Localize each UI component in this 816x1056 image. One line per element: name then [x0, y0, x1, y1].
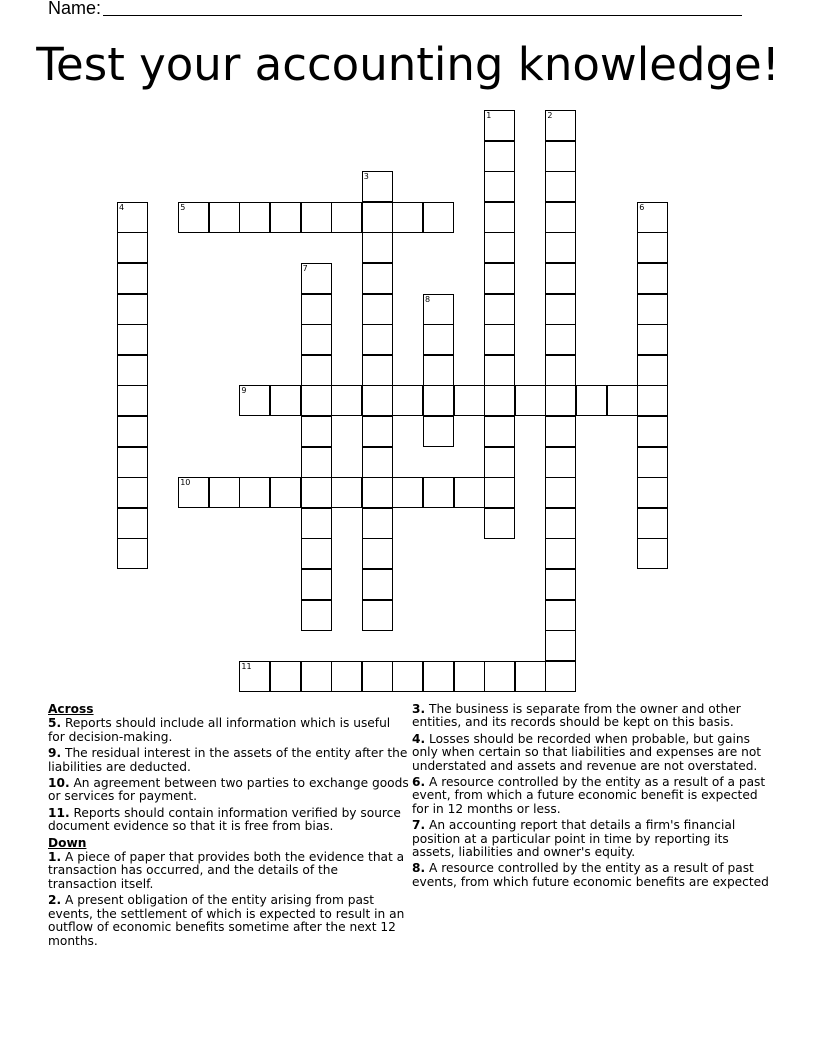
grid-cell[interactable] [117, 294, 148, 325]
grid-cell[interactable] [423, 202, 454, 233]
grid-cell[interactable] [637, 202, 668, 233]
grid-cell[interactable] [301, 355, 332, 386]
clue-item-text: Losses should be recorded when probable, but gains only when certain so that liabilities and expenses are not understated and assets and revenue are not overstated. [412, 731, 762, 773]
clue-item-number: 2. [48, 893, 62, 908]
grid-cell[interactable] [117, 355, 148, 386]
grid-cell[interactable] [117, 232, 148, 263]
grid-cell[interactable] [545, 661, 576, 692]
clue-item-number: 3. [412, 702, 426, 716]
grid-cell[interactable] [301, 538, 332, 569]
clue-item-number: 7. [412, 818, 426, 833]
clue-section-heading: Down [48, 835, 87, 850]
clue-item-text: An accounting report that details a firm's financial position at a particular point in time by reporting its assets, liabilities and owner's equity. [412, 818, 736, 860]
clue-item-number: 9. [48, 746, 62, 761]
clue-number: 11 [241, 661, 252, 671]
grid-cell[interactable] [637, 263, 668, 294]
grid-cell[interactable] [301, 508, 332, 539]
grid-cell[interactable] [331, 661, 362, 692]
grid-cell[interactable] [423, 661, 454, 692]
clue-item-text: A resource controlled by the entity as a result of a past event, from which a future economic benefit is expected for in 12 months or less. [412, 775, 766, 816]
grid-cell[interactable] [637, 447, 668, 478]
clue-item-text: The residual interest in the assets of the entity after the liabilities are deducted. [48, 746, 408, 774]
grid-cell[interactable] [423, 477, 454, 508]
grid-cell[interactable] [484, 232, 515, 263]
grid-cell[interactable] [637, 294, 668, 325]
grid-cell[interactable] [178, 477, 209, 508]
clue-item-text: A resource controlled by the entity as a result of past events, from which future economic benefits are expected [412, 861, 769, 889]
grid-cell[interactable] [362, 171, 393, 202]
grid-cell[interactable] [270, 477, 301, 508]
grid-cell[interactable] [423, 324, 454, 355]
grid-cell[interactable] [362, 569, 393, 600]
grid-cell[interactable] [545, 171, 576, 202]
grid-cell[interactable] [545, 447, 576, 478]
grid-cell[interactable] [239, 661, 270, 692]
grid-cell[interactable] [545, 110, 576, 141]
clue-item-number: 10. [48, 776, 70, 791]
grid-cell[interactable] [331, 385, 362, 416]
page-title: Test your accounting knowledge! [36, 38, 780, 91]
clue-item [412, 819, 774, 859]
grid-cell[interactable] [117, 385, 148, 416]
grid-cell[interactable] [178, 202, 209, 233]
grid-cell[interactable] [362, 294, 393, 325]
grid-cell[interactable] [545, 141, 576, 172]
grid-cell[interactable] [239, 202, 270, 233]
grid-cell[interactable] [301, 569, 332, 600]
grid-cell[interactable] [301, 294, 332, 325]
grid-cell[interactable] [301, 600, 332, 631]
grid-cell[interactable] [423, 416, 454, 447]
grid-cell[interactable] [454, 385, 485, 416]
grid-cell[interactable] [362, 385, 393, 416]
clue-item [48, 894, 410, 948]
grid-cell[interactable] [362, 447, 393, 478]
grid-cell[interactable] [637, 385, 668, 416]
clue-item [48, 717, 410, 744]
clue-item [412, 862, 774, 889]
clue-item-text: A present obligation of the entity arising from past events, the settlement of which is expected to result in an outflow of economic benefits sometime after the next 12 months. [48, 893, 405, 948]
grid-cell[interactable] [545, 263, 576, 294]
grid-cell[interactable] [301, 661, 332, 692]
grid-cell[interactable] [270, 661, 301, 692]
grid-cell[interactable] [362, 202, 393, 233]
clue-item-text: The business is separate from the owner and other entities, and its records should be kept on this basis. [412, 702, 741, 730]
grid-cell[interactable] [545, 416, 576, 447]
grid-cell[interactable] [484, 508, 515, 539]
grid-cell[interactable] [576, 385, 607, 416]
grid-cell[interactable] [637, 355, 668, 386]
grid-cell[interactable] [301, 477, 332, 508]
clue-item-text: An agreement between two parties to exchange goods or services for payment. [48, 776, 409, 804]
grid-cell[interactable] [484, 294, 515, 325]
grid-cell[interactable] [301, 385, 332, 416]
clue-number: 7 [302, 264, 308, 273]
grid-cell[interactable] [117, 477, 148, 508]
clue-item [412, 733, 774, 773]
clue-number: 3 [363, 172, 369, 182]
grid-cell[interactable] [301, 202, 332, 233]
name-label: Name: [48, 0, 102, 18]
grid-cell[interactable] [423, 355, 454, 386]
clue-item [48, 747, 410, 774]
grid-cell[interactable] [209, 202, 240, 233]
clue-item [412, 776, 774, 816]
grid-cell[interactable] [362, 477, 393, 508]
clue-item-text: A piece of paper that provides both the evidence that a transaction has occurred, and the details of the transaction itself. [48, 850, 405, 891]
grid-cell[interactable] [239, 385, 270, 416]
grid-cell[interactable] [239, 477, 270, 508]
grid-cell[interactable] [331, 202, 362, 233]
grid-cell[interactable] [392, 202, 423, 233]
grid-cell[interactable] [331, 477, 362, 508]
grid-cell[interactable] [545, 294, 576, 325]
grid-cell[interactable] [545, 385, 576, 416]
grid-cell[interactable] [545, 202, 576, 233]
grid-cell[interactable] [270, 202, 301, 233]
grid-cell[interactable] [362, 600, 393, 631]
grid-cell[interactable] [117, 508, 148, 539]
grid-cell[interactable] [362, 324, 393, 355]
clue-item [48, 851, 410, 891]
clue-item-text: Reports should include all information which is useful for decision-making. [48, 716, 391, 744]
grid-cell[interactable] [484, 661, 515, 692]
grid-cell[interactable] [515, 661, 546, 692]
grid-cell[interactable] [484, 141, 515, 172]
grid-cell[interactable] [484, 477, 515, 508]
grid-cell[interactable] [545, 477, 576, 508]
clue-item [48, 807, 410, 834]
grid-cell[interactable] [301, 447, 332, 478]
clue-number: 10 [180, 478, 191, 488]
grid-cell[interactable] [484, 416, 515, 447]
grid-cell[interactable] [545, 355, 576, 386]
grid-cell[interactable] [454, 477, 485, 508]
grid-cell[interactable] [637, 508, 668, 539]
grid-cell[interactable] [117, 263, 148, 294]
grid-cell[interactable] [423, 294, 454, 325]
grid-cell[interactable] [545, 630, 576, 661]
clue-item-number: 4. [412, 731, 426, 746]
grid-cell[interactable] [484, 385, 515, 416]
grid-cell[interactable] [362, 508, 393, 539]
grid-cell[interactable] [301, 324, 332, 355]
grid-cell[interactable] [117, 538, 148, 569]
grid-cell[interactable] [637, 538, 668, 569]
clue-item-text: Reports should contain information verified by source document evidence so that it is free from bias. [48, 805, 401, 834]
grid-cell[interactable] [545, 232, 576, 263]
grid-cell[interactable] [484, 110, 515, 141]
grid-cell[interactable] [117, 324, 148, 355]
grid-cell[interactable] [392, 477, 423, 508]
grid-cell[interactable] [209, 477, 240, 508]
grid-cell[interactable] [362, 263, 393, 294]
grid-cell[interactable] [545, 538, 576, 569]
grid-cell[interactable] [637, 416, 668, 447]
grid-cell[interactable] [545, 569, 576, 600]
grid-cell[interactable] [301, 416, 332, 447]
clue-number: 4 [119, 202, 125, 212]
grid-cell[interactable] [270, 385, 301, 416]
grid-cell[interactable] [484, 263, 515, 294]
grid-cell[interactable] [301, 263, 332, 294]
clue-number: 9 [241, 386, 247, 396]
clues-column-right [412, 703, 774, 892]
clue-item-number: 8. [412, 861, 426, 876]
clue-item-number: 1. [48, 850, 62, 865]
grid-cell[interactable] [484, 355, 515, 386]
grid-cell[interactable] [637, 232, 668, 263]
clue-item [48, 777, 410, 804]
clue-number: 6 [639, 202, 645, 212]
clue-number: 2 [547, 111, 553, 120]
grid-cell[interactable] [637, 477, 668, 508]
grid-cell[interactable] [454, 661, 485, 692]
grid-cell[interactable] [484, 171, 515, 202]
clue-item [412, 703, 774, 730]
clue-number: 5 [180, 202, 186, 212]
grid-cell[interactable] [423, 385, 454, 416]
grid-cell[interactable] [484, 202, 515, 233]
grid-cell[interactable] [545, 324, 576, 355]
grid-cell[interactable] [545, 600, 576, 631]
grid-cell[interactable] [117, 416, 148, 447]
clue-number: 8 [425, 294, 431, 304]
clue-number: 1 [486, 111, 492, 120]
grid-cell[interactable] [637, 324, 668, 355]
grid-cell[interactable] [392, 661, 423, 692]
grid-cell[interactable] [362, 355, 393, 386]
clue-item-number: 6. [412, 775, 426, 790]
grid-cell[interactable] [607, 385, 638, 416]
grid-cell[interactable] [392, 385, 423, 416]
grid-cell[interactable] [484, 447, 515, 478]
clue-item-number: 11. [48, 805, 70, 820]
grid-cell[interactable] [515, 385, 546, 416]
grid-cell[interactable] [545, 508, 576, 539]
grid-cell[interactable] [362, 661, 393, 692]
clues-column-left [48, 703, 410, 951]
grid-cell[interactable] [362, 232, 393, 263]
grid-cell[interactable] [117, 447, 148, 478]
grid-cell[interactable] [117, 202, 148, 233]
grid-cell[interactable] [362, 538, 393, 569]
grid-cell[interactable] [484, 324, 515, 355]
clue-section-heading: Across [48, 702, 94, 716]
grid-cell[interactable] [362, 416, 393, 447]
clue-item-number: 5. [48, 716, 62, 731]
